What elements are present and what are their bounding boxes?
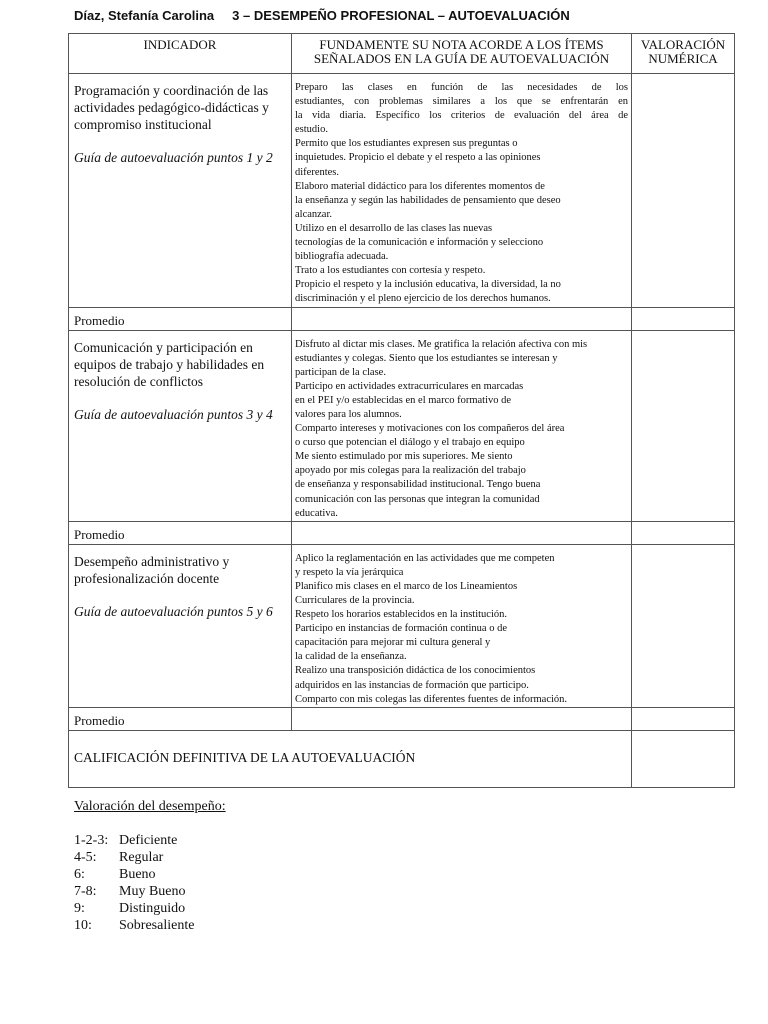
promedio-row xyxy=(69,307,735,330)
justification-line: bibliografía adecuada. xyxy=(295,251,389,263)
legend-item xyxy=(74,866,226,883)
indicator-cell xyxy=(69,74,292,308)
legend-item xyxy=(74,900,226,917)
justification-line: Preparo las clases en función de las necesidades de los xyxy=(295,82,628,93)
score-cell[interactable] xyxy=(632,74,735,308)
legend-item xyxy=(74,849,226,866)
legend-key: 1-2-3: xyxy=(74,833,109,848)
promedio-row xyxy=(69,521,735,544)
justification-line: comunicación con las personas que integran la comunidad xyxy=(295,493,540,505)
guide-reference: Guía de autoevaluación puntos 3 y 4 xyxy=(74,406,273,422)
legend-title: Valoración del desempeño: xyxy=(74,799,226,814)
promedio-score-cell[interactable] xyxy=(632,521,735,544)
justification-line: tecnologías de la comunicación e información y selecciono xyxy=(295,237,544,249)
legend-label: Bueno xyxy=(119,867,156,882)
table-row xyxy=(69,74,735,308)
justification-line: Me siento estimulado por mis superiores. Me siento xyxy=(295,451,513,463)
final-grade-label: CALIFICACIÓN DEFINITIVA DE LA AUTOEVALUACIÓN xyxy=(69,730,632,787)
legend-key: 6: xyxy=(74,867,85,882)
justification-line: Realizo una transposición didáctica de los conocimientos xyxy=(295,665,536,677)
table-header-row xyxy=(69,34,735,74)
justification-line: alcanzar. xyxy=(295,208,333,220)
justification-line: discriminación y el pleno ejercicio de los derechos humanos. xyxy=(295,293,551,305)
justification-line: adquiridos en las instancias de formación que participo. xyxy=(295,679,529,691)
promedio-label: Promedio xyxy=(69,707,292,730)
justification-line: Disfruto al dictar mis clases. Me gratifica la relación afectiva con mis xyxy=(295,338,588,350)
indicator-cell xyxy=(69,544,292,707)
performance-legend xyxy=(74,798,226,934)
justification-line: valores para los alumnos. xyxy=(295,408,402,420)
legend-key: 4-5: xyxy=(74,850,97,865)
justification-line: la calidad de la enseñanza. xyxy=(295,651,407,663)
justification-line: apoyado por mis colegas para la realización del trabajo xyxy=(295,465,526,477)
final-score-cell[interactable] xyxy=(632,730,735,787)
promedio-score-cell[interactable] xyxy=(632,707,735,730)
header-indicador: INDICADOR xyxy=(69,34,292,74)
legend-item xyxy=(74,917,226,934)
justification-line: Propicio el respeto y la inclusión educativa, la diversidad, la no xyxy=(295,279,561,291)
legend-label: Distinguido xyxy=(119,901,186,916)
header-valoracion: VALORACIÓN NUMÉRICA xyxy=(632,34,735,74)
legend-item xyxy=(74,883,226,900)
justification-line: la enseñanza y según las habilidades de pensamiento que deseo xyxy=(295,194,561,206)
justification-line: Participo en actividades extracurriculares en marcadas xyxy=(295,380,524,392)
legend-label: Sobresaliente xyxy=(119,918,195,933)
score-cell[interactable] xyxy=(632,544,735,707)
promedio-empty-cell xyxy=(292,307,632,330)
justification-line: inquietudes. Propicio el debate y el respeto a las opiniones xyxy=(295,152,541,164)
justification-line: estudio. xyxy=(295,124,328,136)
justification-line: Elaboro material didáctico para los diferentes momentos de xyxy=(295,180,545,192)
promedio-label: Promedio xyxy=(69,521,292,544)
justification-line: Comparto intereses y motivaciones con los compañeros del área xyxy=(295,423,565,435)
guide-reference: Guía de autoevaluación puntos 5 y 6 xyxy=(74,603,273,619)
justification-line: la vida diaria. Específico los criterios de evaluación del área de xyxy=(295,110,628,122)
justification-line: y respeto la vía jerárquica xyxy=(295,566,404,578)
justification-line: en el PEI y/o establecidas en el marco formativo de xyxy=(295,394,512,406)
student-name: Díaz, Stefanía Carolina xyxy=(74,8,215,23)
justification-line: capacitación para mejorar mi cultura general y xyxy=(295,637,491,649)
justification-line: diferentes. xyxy=(295,166,340,178)
score-cell[interactable] xyxy=(632,330,735,521)
legend-label: Deficiente xyxy=(119,833,178,848)
justification-line: educativa. xyxy=(295,507,338,519)
justification-line: Utilizo en el desarrollo de las clases las nuevas xyxy=(295,222,493,234)
justification-cell xyxy=(292,544,632,707)
promedio-empty-cell xyxy=(292,707,632,730)
header-fundamente: FUNDAMENTE SU NOTA ACORDE A LOS ÍTEMS SEÑALADOS EN LA GUÍA DE AUTOEVALUACIÓN xyxy=(292,34,632,74)
justification-line: estudiantes, con problemas similares a los que se enfrentarán en xyxy=(295,96,628,108)
justification-cell xyxy=(292,330,632,521)
justification-line: Planifico mis clases en el marco de los Lineamientos xyxy=(295,580,518,592)
guide-reference: Guía de autoevaluación puntos 1 y 2 xyxy=(74,150,273,165)
legend-label: Muy Bueno xyxy=(119,884,186,899)
indicator-text: Desempeño administrativo y profesionalización docente xyxy=(74,553,230,586)
justification-line: Participo en instancias de formación continua o de xyxy=(295,623,507,635)
legend-key: 10: xyxy=(74,918,92,933)
section-title: 3 – DESEMPEÑO PROFESIONAL – AUTOEVALUACIÓN xyxy=(232,8,570,23)
legend-label: Regular xyxy=(119,850,164,865)
indicator-text: Comunicación y participación en equipos de trabajo y habilidades en resolución de conflictos xyxy=(74,339,265,389)
legend-key: 7-8: xyxy=(74,884,97,899)
justification-line: Permito que los estudiantes expresen sus preguntas o xyxy=(295,138,518,150)
promedio-empty-cell xyxy=(292,521,632,544)
justification-line: participan de la clase. xyxy=(295,366,386,378)
promedio-row xyxy=(69,707,735,730)
legend-item xyxy=(74,832,226,849)
justification-line: de enseñanza y responsabilidad institucional. Tengo buena xyxy=(295,479,541,491)
final-row xyxy=(69,730,735,787)
justification-line: o curso que potencian el diálogo y el trabajo en equipo xyxy=(295,437,525,449)
promedio-label: Promedio xyxy=(69,307,292,330)
page-header xyxy=(74,8,570,23)
promedio-score-cell[interactable] xyxy=(632,307,735,330)
legend-key: 9: xyxy=(74,901,85,916)
justification-line: Trato a los estudiantes con cortesía y respeto. xyxy=(295,265,486,277)
justification-cell xyxy=(292,74,632,308)
justification-line: Comparto con mis colegas las diferentes fuentes de información. xyxy=(295,693,568,705)
table-row xyxy=(69,544,735,707)
indicator-text: Programación y coordinación de las actividades pedagógico-didácticas y compromiso institucional xyxy=(74,83,269,132)
table-row xyxy=(69,330,735,521)
evaluation-table xyxy=(68,33,735,788)
justification-line: estudiantes y colegas. Siento que los estudiantes se interesan y xyxy=(295,352,558,364)
justification-line: Respeto los horarios establecidos en la institución. xyxy=(295,609,507,621)
justification-line: Curriculares de la provincia. xyxy=(295,595,415,606)
indicator-cell xyxy=(69,330,292,521)
justification-line: Aplico la reglamentación en las actividades que me competen xyxy=(295,552,555,564)
